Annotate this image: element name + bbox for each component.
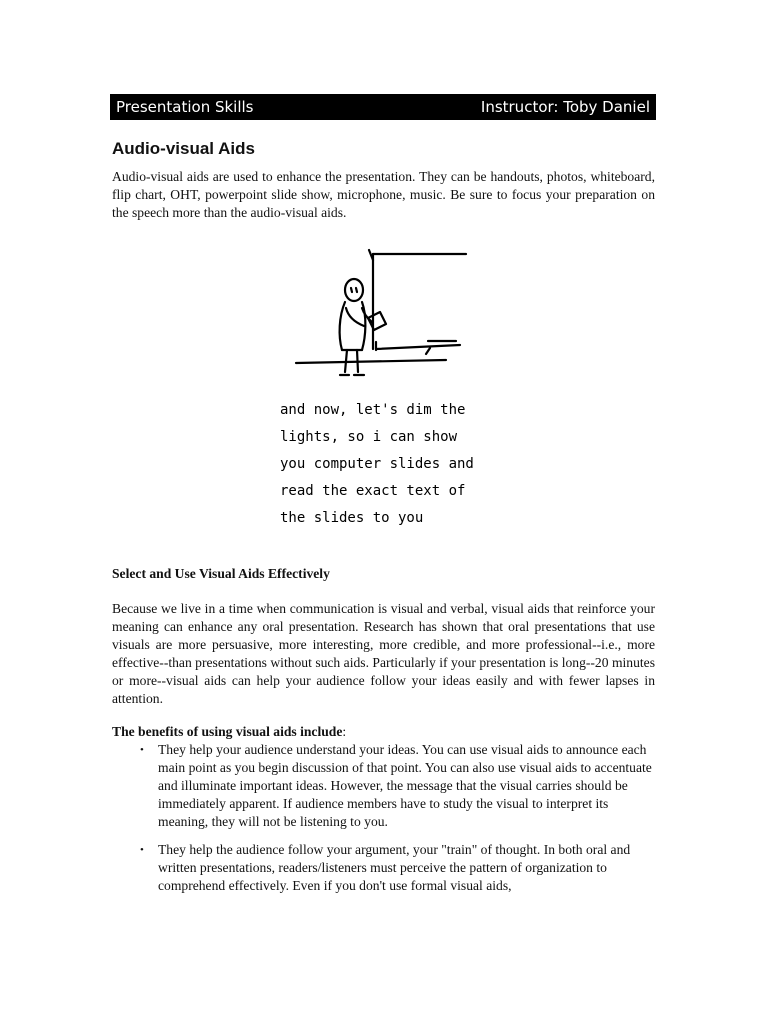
bullet-icon: •: [140, 844, 144, 856]
benefits-heading: [112, 724, 346, 740]
list-item: [112, 741, 657, 831]
list-item-text: They help your audience understand your ideas. You can use visual aids to announce each main point as you begin discussion of that point. You can also use visual aids to accentuate and illuminate important ideas. However, the message that the visual carries should be immediately apparent. If audience members have to study the visual to interpret its meaning, they will not be listening to you.: [158, 742, 652, 829]
caption-line-3: you computer slides and: [280, 456, 474, 472]
benefits-list: [112, 741, 657, 905]
caption-line-5: the slides to you: [280, 510, 424, 526]
bullet-icon: •: [140, 744, 144, 756]
intro-paragraph: Audio-visual aids are used to enhance the presentation. They can be handouts, photos, whiteboard, flip chart, OHT, powerpoint slide show, microphone, music. Be sure to focus your preparation on the speech more than the audio-visual aids.: [112, 169, 655, 220]
subsection-heading: Select and Use Visual Aids Effectively: [112, 566, 330, 581]
instructor-name: Instructor: Toby Daniel: [480, 98, 650, 116]
caption-line-4: read the exact text of: [280, 483, 466, 499]
benefits-heading-colon: :: [342, 724, 347, 739]
document-header: [110, 94, 656, 120]
course-title: Presentation Skills: [116, 98, 254, 116]
body-paragraph: Because we live in a time when communication is visual and verbal, visual aids that reinforce your meaning can enhance any oral presentation. Research has shown that oral presentations that use visuals are more persuasive, more interesting, more credible, and more professional--i.e., more effective--than presentations without such aids. Particularly if your presentation is long--20 minutes or more--visual aids can help your audience follow your ideas easily and with fewer lapses in attention.: [112, 601, 655, 706]
caption-line-1: and now, let's dim the: [280, 402, 466, 418]
section-title: Audio-visual Aids: [112, 139, 255, 158]
list-item: [112, 841, 657, 895]
list-item-text: They help the audience follow your argument, your "train" of thought. In both oral and written presentations, readers/listeners must perceive the pattern of organization to comprehend effectively. Even if you don't use formal visual aids,: [158, 842, 631, 893]
presenter-cartoon: [276, 244, 516, 534]
caption-line-2: lights, so i can show: [280, 429, 458, 445]
benefits-heading-text: The benefits of using visual aids include: [112, 724, 343, 739]
